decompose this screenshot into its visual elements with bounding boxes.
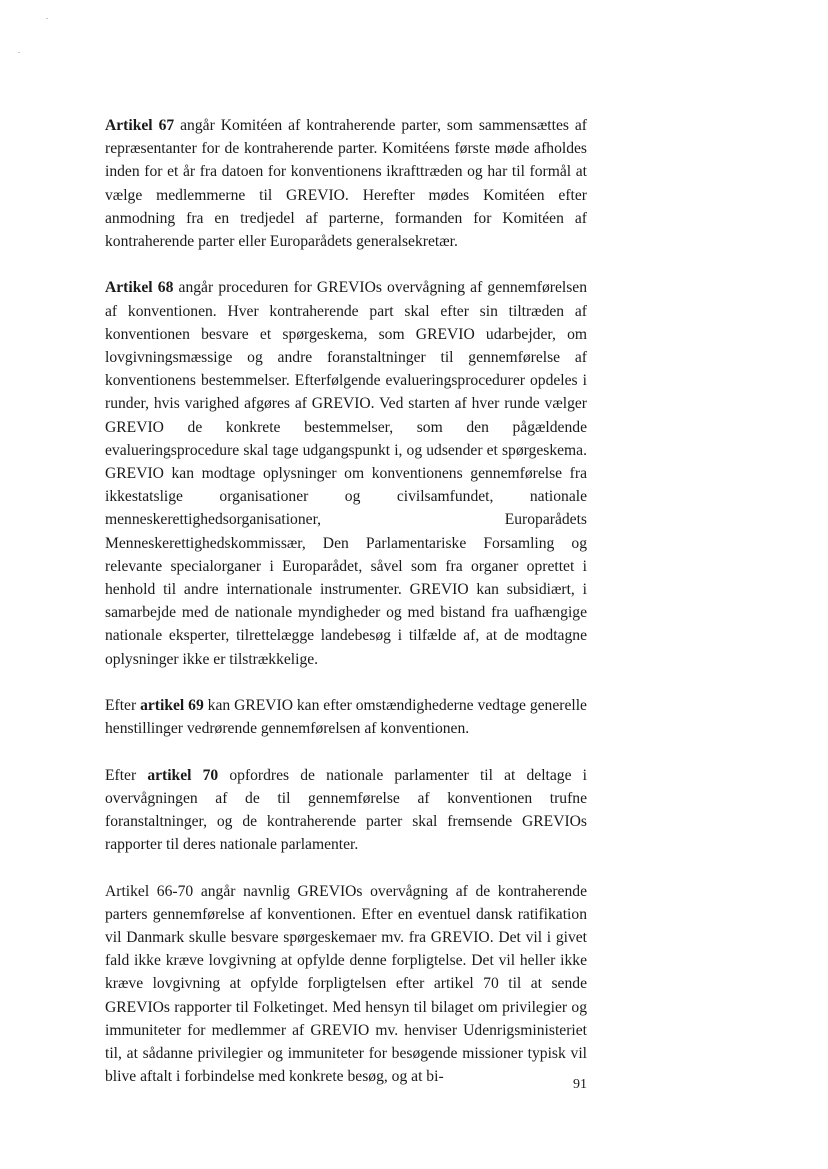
article-reference: Artikel 67 xyxy=(105,117,175,134)
paragraph-body: opfordres de nationale parlamenter til at deltage i overvågningen af de til gennemførelse af konventionen trufne foranstaltninger, og de kontraherende parter skal fremsende GREVIOs rapporter til deres nationale parlamenter. xyxy=(105,766,587,854)
paragraph-body: kan GREVIO kan efter omstændighederne vedtage generelle henstillinger vedrørende gennemførelsen af konventionen. xyxy=(105,697,587,738)
scan-speck xyxy=(46,18,48,19)
paragraph-artikel-67 xyxy=(105,114,587,253)
paragraph-artikel-66-70 xyxy=(105,880,587,1089)
scan-speck xyxy=(18,52,20,53)
paragraph-lead: Efter xyxy=(105,697,141,715)
paragraph-artikel-69 xyxy=(105,694,587,740)
paragraph-body: angår proceduren for GREVIOs overvågning af gennemførelsen af konventionen. Hver kontraherende part skal efter sin tiltræden af konventionen besvare et spørgeskema, som GREVIO udarbejder, om lovgivningsmæssige og andre foranstaltninger til gennemførelse af konventionens bestemmelser. Efterfølgende evalueringsprocedurer opdeles i runder, hvis varighed afgøres af GREVIO. Ved starten af hver runde vælger GREVIO de konkrete bestemmelser, som den pågældende evalueringsprocedure skal tage udgangspunkt i, og udsender et spørgeskema. GREVIO kan modtage oplysninger om konventionens gennemførelse fra ikkestatslige organisationer og civilsamfundet, nationale menneskerettighedsorganisationer, Europarådets Menneskerettighedskommissær, Den Parlamentariske Forsamling og relevante specialorganer i Europarådet, såvel som fra organer oprettet i henhold til andre internationale instrumenter. GREVIO kan subsidiært, i samarbejde med de nationale myndigheder og med bistand fra uafhængige nationale eksperter, tilrettelægge landebesøg i tilfælde af, at de modtagne oplysninger ikke er tilstrækkelige. xyxy=(105,279,587,668)
paragraph-lead: Artikel 66-70 angår navnlig GREVIOs overvågning af de kontraherende parters gennemførelse af konventionen. Efter en eventuel dansk ratifikation vil Danmark skulle besvare spørgeskemaer mv. fra GREVIO. Det vil i givet fald ikke kræve lovgivning at opfylde denne forpligtelse. Det vil heller ikke kræve lovgivning at opfylde forpligtelsen efter artikel 70 til at sende GREVIOs rapporter til Folketinget. Med hensyn til bilaget om privilegier og immuniteter for medlemmer af GREVIO mv. henviser Udenrigsministeriet til, at sådanne privilegier og immuniteter for besøgende missioner typisk vil blive aftalt i forbindelse med konkrete besøg, og at bi- xyxy=(105,882,587,1086)
article-reference: Artikel 68 xyxy=(105,279,174,297)
page-number: 91 xyxy=(573,1077,587,1092)
article-reference: artikel 70 xyxy=(147,766,219,784)
paragraph-lead: Efter xyxy=(105,766,148,784)
paragraph-body: angår Komitéen af kontraherende parter, som sammensættes af repræsentanter for de kontraherende parter. Komitéens første møde afholdes inden for et år fra datoen for konventionens ikrafttræden og har til formål at vælge medlemmerne til GREVIO. Herefter mødes Komitéen efter anmodning fra en tredjedel af parterne, formanden for Komitéen af kontraherende parter eller Europarådets generalsekretær. xyxy=(105,117,587,251)
paragraph-artikel-70 xyxy=(105,764,587,857)
paragraph-artikel-68 xyxy=(105,276,587,670)
body-text xyxy=(105,114,587,1112)
article-reference: artikel 69 xyxy=(140,697,204,715)
